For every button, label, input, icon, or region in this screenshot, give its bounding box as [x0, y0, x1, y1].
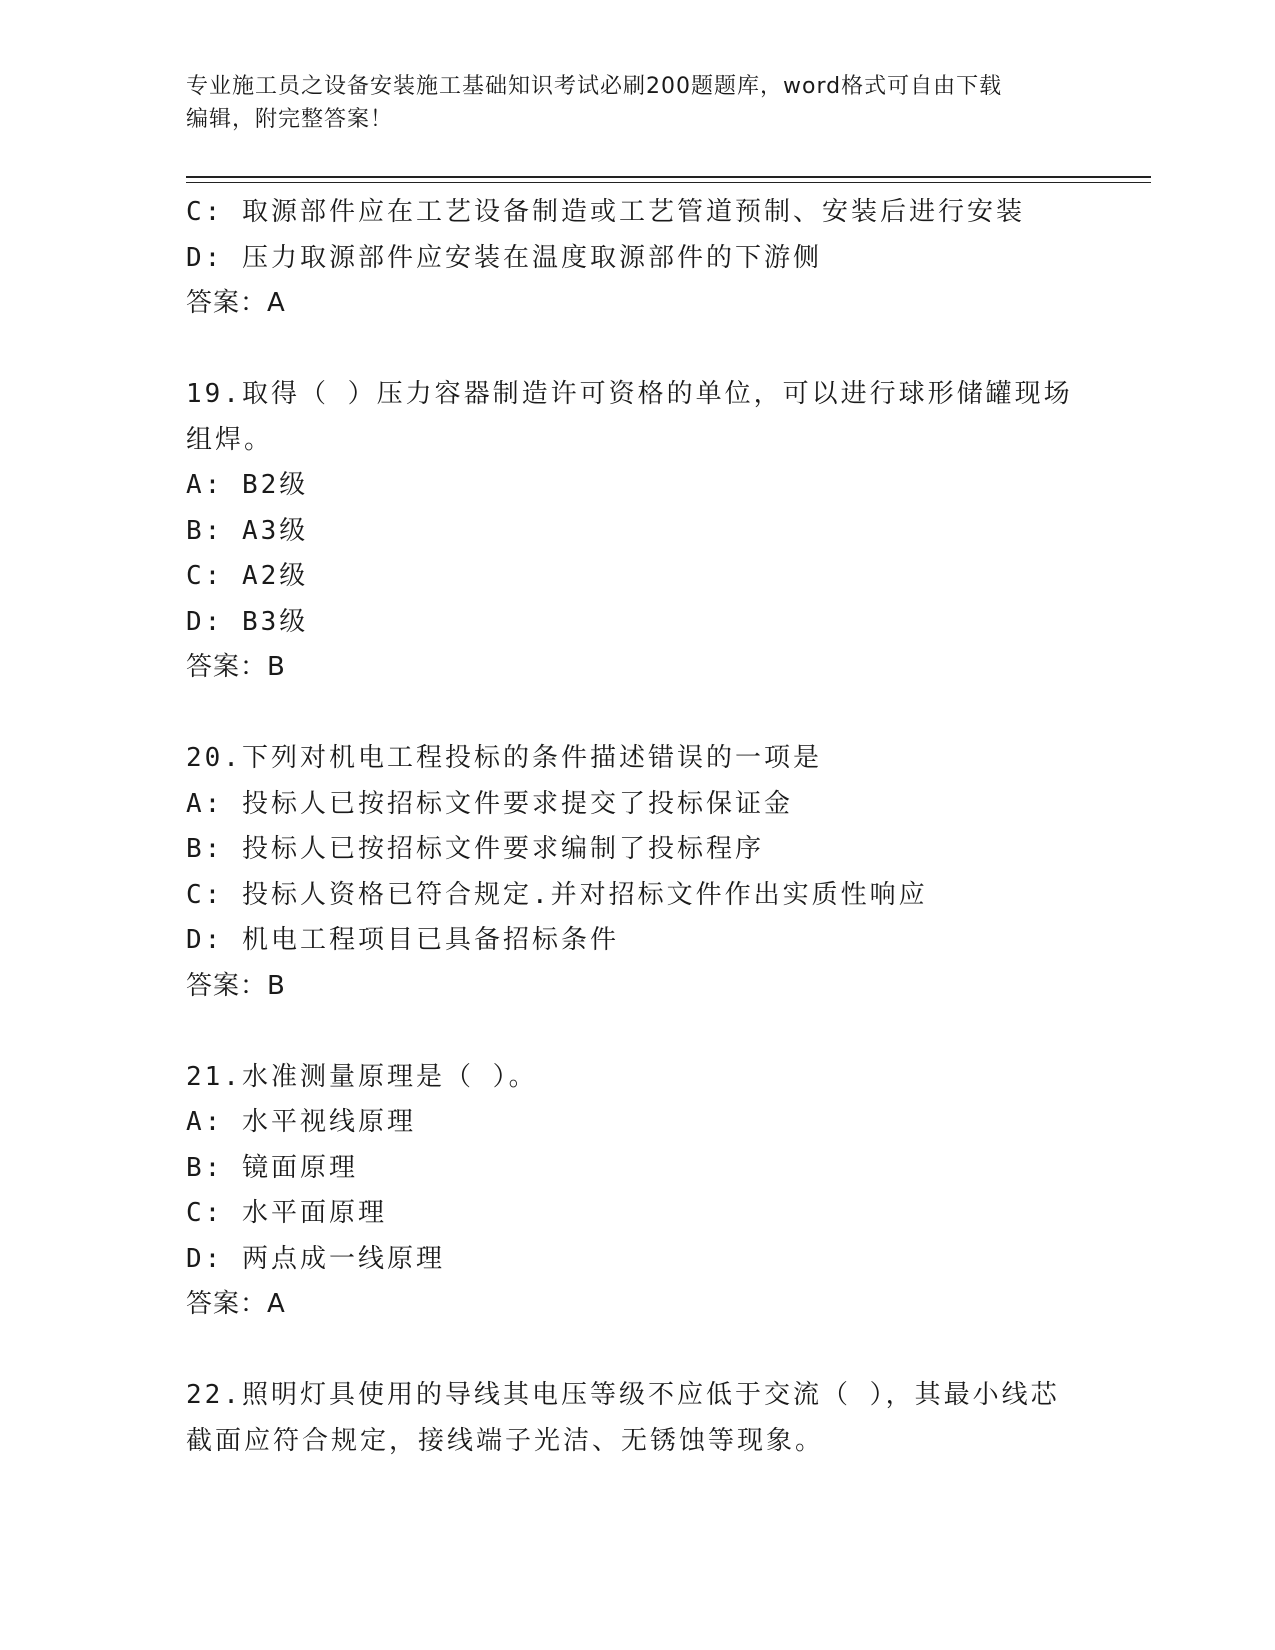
question-spacer [186, 691, 1086, 737]
question-21 [186, 1055, 1086, 1328]
option-a: A: 水平视线原理 [186, 1107, 416, 1137]
answer-line: 答案：B [186, 652, 286, 682]
question-spacer [186, 1328, 1086, 1374]
option-b: B: 投标人已按招标文件要求编制了投标程序 [186, 834, 764, 864]
question-list [186, 190, 1086, 1464]
document-header [186, 70, 1066, 136]
option-d: D: 压力取源部件应安装在温度取源部件的下游侧 [186, 242, 822, 273]
header-title-line-1: 专业施工员之设备安装施工基础知识考试必刷200题题库，word格式可自由下载 [186, 74, 1003, 99]
answer-line: 答案：A [186, 1289, 286, 1319]
question-18 [186, 190, 1086, 327]
question-spacer [186, 327, 1086, 373]
header-rule-thin [186, 182, 1151, 183]
option-c: C: A2级 [186, 561, 309, 591]
question-stem-line-2: 截面应符合规定，接线端子光洁、无锈蚀等现象。 [186, 1425, 825, 1456]
header-title-line-2: 编辑，附完整答案！ [186, 107, 394, 132]
header-rule-thick [186, 176, 1151, 178]
question-19 [186, 372, 1086, 691]
answer-line: 答案：A [186, 288, 286, 318]
option-d: D: 机电工程项目已具备招标条件 [186, 925, 619, 955]
question-spacer [186, 1009, 1086, 1055]
option-b: B: A3级 [186, 515, 309, 546]
option-c: C: 取源部件应在工艺设备制造或工艺管道预制、安装后进行安装 [186, 197, 1025, 227]
option-b: B: 镜面原理 [186, 1152, 358, 1183]
option-a: A: B2级 [186, 470, 309, 500]
question-stem-line-1: 21.水准测量原理是（ ）。 [186, 1061, 538, 1092]
answer-line: 答案：B [186, 970, 286, 1001]
option-c: C: 水平面原理 [186, 1198, 387, 1228]
question-stem-line-1: 22.照明灯具使用的导线其电压等级不应低于交流（ ），其最小线芯 [186, 1380, 1060, 1410]
question-stem-line-1: 20.下列对机电工程投标的条件描述错误的一项是 [186, 743, 822, 773]
option-a: A: 投标人已按招标文件要求提交了投标保证金 [186, 788, 793, 819]
option-d: D: 两点成一线原理 [186, 1243, 445, 1274]
question-22 [186, 1373, 1086, 1464]
question-stem-line-1: 19.取得（ ）压力容器制造许可资格的单位，可以进行球形储罐现场 [186, 379, 1073, 409]
question-stem-line-2: 组焊。 [186, 424, 274, 455]
question-20 [186, 736, 1086, 1009]
option-d: D: B3级 [186, 606, 309, 637]
option-c: C: 投标人资格已符合规定.并对招标文件作出实质性响应 [186, 879, 928, 910]
